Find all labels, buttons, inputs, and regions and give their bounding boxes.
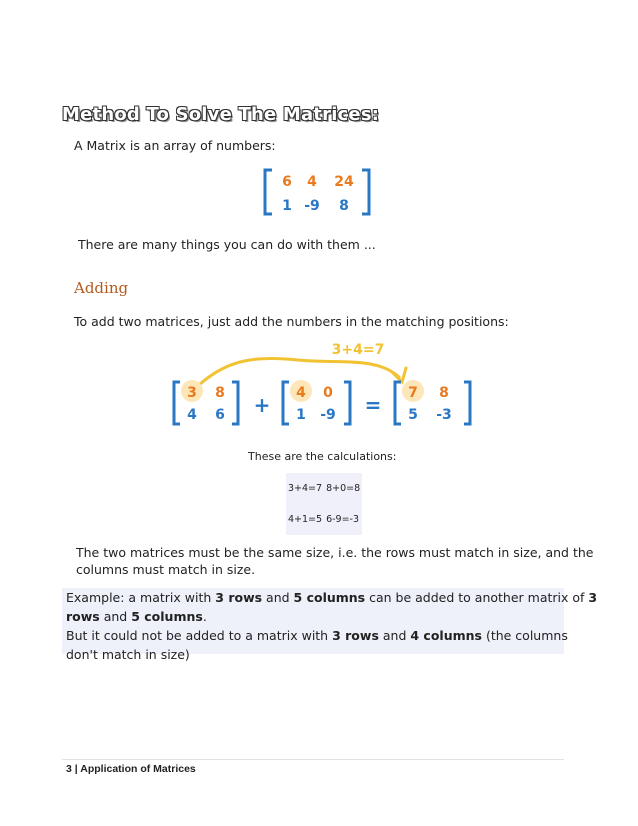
table-cell: 8+0=8 <box>326 483 361 494</box>
bold-text: rows <box>66 609 100 624</box>
bold-text: 4 columns <box>410 628 482 643</box>
bold-text: 3 rows <box>332 628 379 643</box>
matrix-cell: 6 <box>282 174 292 190</box>
text: don't match in size) <box>66 647 190 662</box>
text: and <box>99 609 132 624</box>
matrix-cell: 1 <box>282 198 292 214</box>
size-rule-line-2: columns must match in size. <box>76 562 256 577</box>
footer-title: Application of Matrices <box>80 763 196 775</box>
matrix-cell: 24 <box>334 174 354 190</box>
text: But it could not be added to a matrix with <box>66 628 333 643</box>
bracket <box>283 382 289 424</box>
many-things-text: There are many things you can do with them ... <box>78 237 376 252</box>
bold-text: 3 rows <box>215 590 263 605</box>
bold-text: 3 <box>588 590 598 605</box>
matrix-a-cell: 6 <box>215 407 225 423</box>
text: . <box>202 609 207 624</box>
table-row <box>286 473 362 504</box>
matrix-cell: 8 <box>339 198 349 214</box>
table-cell: 6-9=-3 <box>326 514 360 525</box>
addition-diagram <box>168 338 478 428</box>
example-line <box>66 588 598 607</box>
bracket <box>232 382 238 424</box>
table-row <box>286 504 362 535</box>
text: can be added to another matrix of <box>365 590 589 605</box>
matrix-c-cell: 7 <box>408 385 418 401</box>
add-description: To add two matrices, just add the numbers in the matching positions: <box>74 314 509 329</box>
example-matrix-figure <box>262 166 374 218</box>
matrix-c-cell: 5 <box>408 407 418 423</box>
bracket <box>395 382 401 424</box>
page-number: 3 <box>66 763 72 775</box>
right-bracket <box>362 170 369 214</box>
arrow-head-icon <box>392 368 406 382</box>
left-bracket <box>265 170 272 214</box>
arrow-label: 3+4=7 <box>331 342 385 358</box>
bracket <box>174 382 180 424</box>
footer-divider <box>62 759 564 760</box>
table-cell: 3+4=7 <box>288 483 323 494</box>
intro-text: A Matrix is an array of numbers: <box>74 138 276 153</box>
example-line <box>66 607 562 626</box>
text: and <box>262 590 294 605</box>
matrix-b-cell: 4 <box>296 385 306 401</box>
matrix-a-cell: 8 <box>215 385 225 401</box>
footer-separator: | <box>74 763 78 775</box>
matrix-c-cell: 8 <box>439 385 449 401</box>
bracket <box>344 382 350 424</box>
page-footer <box>66 763 196 775</box>
text: (the columns <box>481 628 568 643</box>
matrix-b-cell: 0 <box>323 385 333 401</box>
matrix-b-cell: 1 <box>296 407 306 423</box>
example-box <box>62 588 598 662</box>
matrix-cell: -9 <box>304 198 320 214</box>
example-line <box>66 626 568 645</box>
calc-caption: These are the calculations: <box>248 450 397 463</box>
size-rule-line-1: The two matrices must be the same size, i.e. the rows must match in size, and the <box>76 545 594 560</box>
plus-sign: + <box>253 393 271 417</box>
calculations-table <box>286 473 362 535</box>
table-cell: 4+1=5 <box>288 514 323 525</box>
bracket <box>464 382 470 424</box>
matrix-b-cell: -9 <box>320 407 336 423</box>
bold-text: 5 columns <box>293 590 366 605</box>
matrix-c-cell: -3 <box>436 407 452 423</box>
text: and <box>378 628 411 643</box>
matrix-a-cell: 4 <box>187 407 197 423</box>
matrix-cell: 4 <box>307 174 317 190</box>
example-line <box>66 645 562 664</box>
text: Example: a matrix with <box>66 590 216 605</box>
section-heading-adding: Adding <box>74 279 129 297</box>
equals-sign: = <box>364 393 382 417</box>
matrix-a-cell: 3 <box>187 385 197 401</box>
bold-text: 5 columns <box>131 609 203 624</box>
page-title: Method To Solve The Matrices: <box>62 104 380 125</box>
